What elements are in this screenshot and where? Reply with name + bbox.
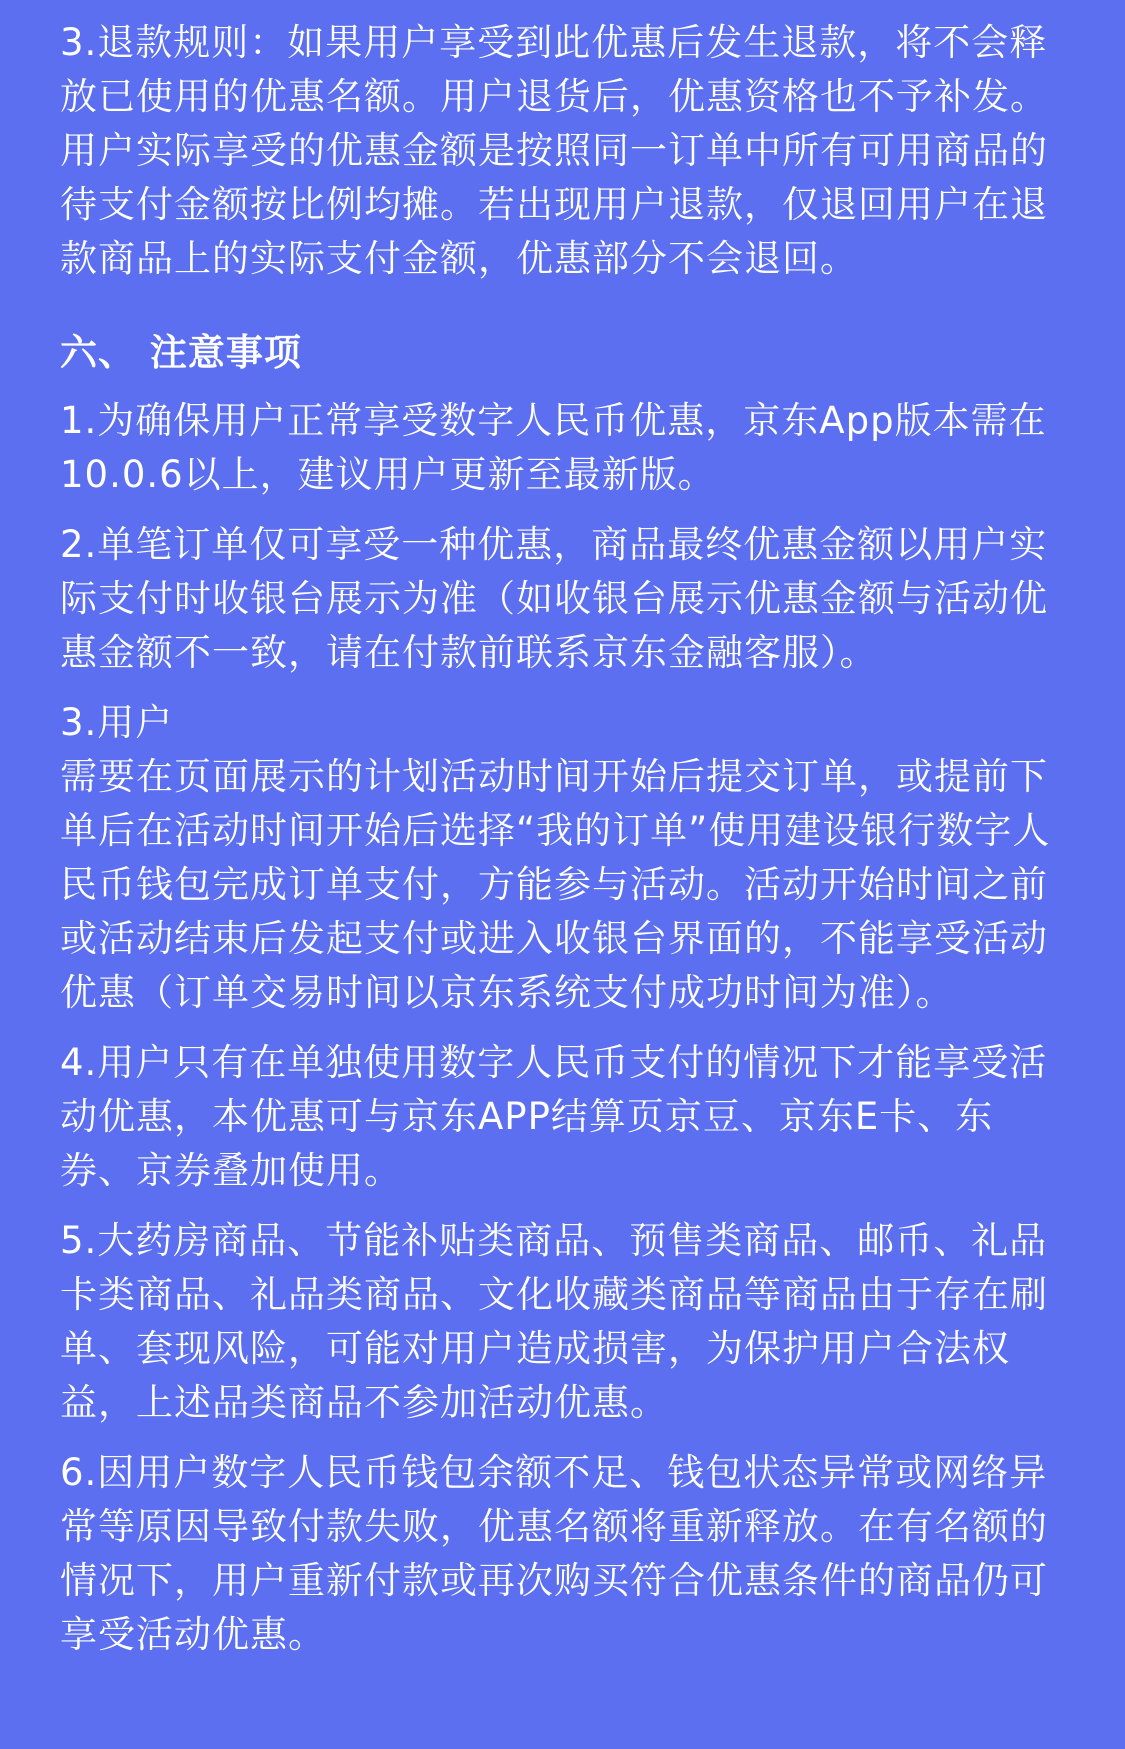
notice-item-5: 5.大药房商品、节能补贴类商品、预售类商品、邮币、礼品卡类商品、礼品类商品、文化收藏类商品等商品由于存在刷单、套现风险，可能对用户造成损害，为保护用户合法权益，上述品类商品不参加活动优惠。 bbox=[60, 1219, 1048, 1424]
notice-item-6: 6.因用户数字人民币钱包余额不足、钱包状态异常或网络异常等原因导致付款失败，优惠名额将重新释放。在有名额的情况下，用户重新付款或再次购买符合优惠条件的商品仍可享受活动优惠。 bbox=[60, 1451, 1048, 1656]
notice-item-1: 1.为确保用户正常享受数字人民币优惠，京东App版本需在10.0.6以上，建议用户更新至最新版。 bbox=[60, 399, 1047, 496]
section-title-notes: 六、 注意事项 bbox=[60, 331, 302, 374]
refund-rule-text: 3.退款规则：如果用户享受到此优惠后发生退款，将不会释放已使用的优惠名额。用户退货后，优惠资格也不予补发。用户实际享受的优惠金额是按照同一订单中所有可用商品的待支付金额按比例均摊。若出现用户退款，仅退回用户在退款商品上的实际支付金额，优惠部分不会退回。 bbox=[60, 21, 1048, 280]
notice-item-3: 3.用户 需要在页面展示的计划活动时间开始后提交订单，或提前下单后在活动时间开始后选择“我的订单”使用建设银行数字人民币钱包完成订单支付，方能参与活动。活动开始时间之前或活动结束后发起支付或进入收银台界面的，不能享受活动优惠（订单交易时间以京东系统支付成功时间为准）。 bbox=[60, 701, 1051, 1014]
notice-item-2: 2.单笔订单仅可享受一种优惠，商品最终优惠金额以用户实际支付时收银台展示为准（如收银台展示优惠金额与活动优惠金额不一致，请在付款前联系京东金融客服）。 bbox=[60, 523, 1048, 674]
notice-item-4: 4.用户只有在单独使用数字人民币支付的情况下才能享受活动优惠，本优惠可与京东APP结算页京豆、京东E卡、东券、京券叠加使用。 bbox=[60, 1041, 1048, 1192]
